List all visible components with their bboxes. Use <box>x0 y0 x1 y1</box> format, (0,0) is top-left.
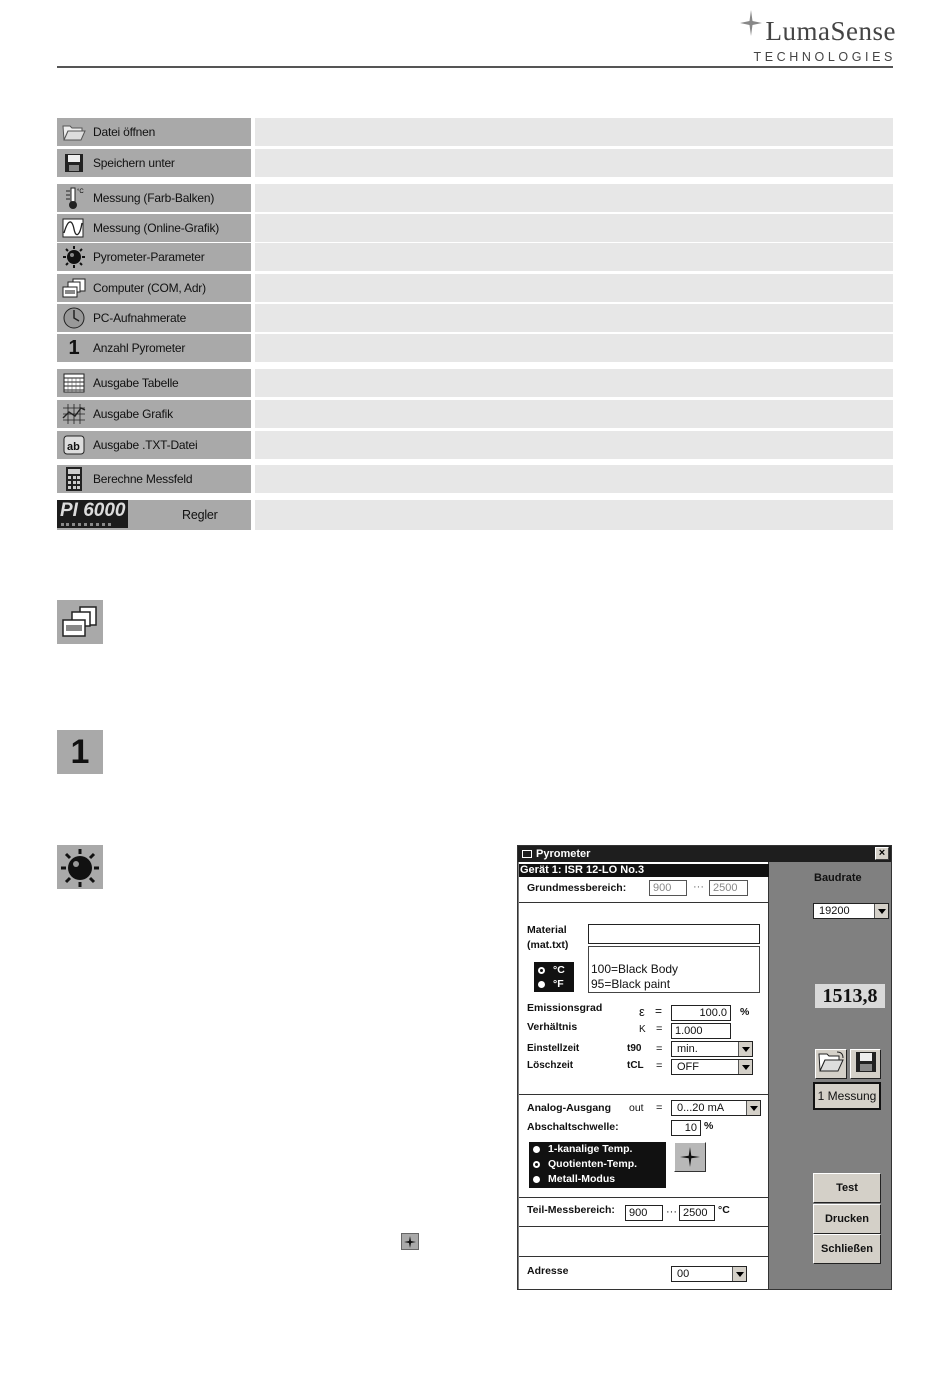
menu-label: Messung (Farb-Balken) <box>93 191 215 205</box>
chevron-down-icon[interactable] <box>738 1060 752 1074</box>
einstellzeit-select[interactable]: min. <box>671 1041 753 1057</box>
header-rule <box>57 66 893 68</box>
gear-sun-icon <box>57 845 103 889</box>
menu-row-datei-oeffnen <box>57 118 893 146</box>
menu-row-speichern-unter <box>57 149 893 177</box>
loeschzeit-select[interactable]: OFF <box>671 1059 753 1075</box>
emissionsgrad-label: Emissionsgrad <box>527 1002 603 1014</box>
drucken-button[interactable]: Drucken <box>813 1204 881 1234</box>
logo-brand-sub: TECHNOLOGIES <box>753 50 896 64</box>
loesch-equals: = <box>656 1060 663 1072</box>
analog-ausgang-label: Analog-Ausgang <box>527 1102 611 1114</box>
logo-star-icon <box>740 10 762 36</box>
grund-to-field[interactable]: 2500 <box>709 880 748 896</box>
schliessen-button[interactable]: Schließen <box>813 1234 881 1264</box>
clock-icon <box>59 305 89 331</box>
menu-label: Regler <box>182 508 218 522</box>
floppy-disk-icon <box>854 1050 878 1074</box>
unit-radio-group <box>534 962 574 992</box>
menu-label: Datei öffnen <box>93 125 156 139</box>
menu-row-ausgabe-txt-datei <box>57 431 893 459</box>
menu-row-regler <box>57 500 893 530</box>
line-graph-icon <box>59 215 89 241</box>
svg-text:°C: °C <box>77 189 84 195</box>
material-list-item[interactable]: 100=Black Body <box>591 962 679 976</box>
emissionsgrad-field[interactable]: 100.0 <box>671 1005 731 1021</box>
chevron-down-icon[interactable] <box>746 1101 760 1115</box>
lumasense-logo <box>740 10 900 64</box>
menu-row-anzahl-pyrometer <box>57 334 893 362</box>
menu-label: Computer (COM, Adr) <box>93 281 206 295</box>
teil-from-field[interactable]: 900 <box>625 1205 663 1221</box>
chevron-down-icon[interactable] <box>874 904 888 918</box>
loeschzeit-label: Löschzeit <box>527 1060 574 1071</box>
emis-equals: = <box>655 1004 663 1018</box>
menu-label: Messung (Online-Grafik) <box>93 221 220 235</box>
computer-icon <box>57 600 103 644</box>
gear-sun-icon <box>59 244 89 270</box>
menu-label: PC-Aufnahmerate <box>93 311 187 325</box>
device-label: Gerät 1: ISR 12-LO No.3 <box>519 864 769 877</box>
material-list-item[interactable]: 95=Black paint <box>591 977 671 991</box>
mode-radio-group <box>529 1142 666 1188</box>
out-symbol: out <box>629 1102 644 1114</box>
temperature-reading: 1513,8 <box>815 984 885 1008</box>
tcl-symbol: tCL <box>627 1060 644 1071</box>
teil-dots: ··· <box>666 1206 677 1218</box>
star-button[interactable] <box>674 1142 706 1172</box>
star-icon <box>401 1233 419 1250</box>
svg-text:ab: ab <box>67 441 80 453</box>
menu-row-messung-farb-balken <box>57 184 893 212</box>
material-label: Material <box>527 924 567 936</box>
chevron-down-icon[interactable] <box>732 1267 746 1281</box>
number-one-icon: 1 <box>57 730 103 774</box>
logo-brand-name: LumaSense <box>765 16 896 46</box>
menu-label: Ausgabe Tabelle <box>93 376 179 390</box>
messung-button[interactable]: 1 Messung <box>813 1082 881 1110</box>
grund-dots: ··· <box>693 881 704 893</box>
open-file-button[interactable] <box>815 1049 847 1079</box>
dialog-title: Pyrometer <box>536 848 591 860</box>
teil-messbereich-label: Teil-Messbereich: <box>527 1204 615 1216</box>
analog-equals: = <box>656 1102 663 1114</box>
menu-label: Pyrometer-Parameter <box>93 250 205 264</box>
menu-label: Ausgabe .TXT-Datei <box>93 438 198 452</box>
test-button[interactable]: Test <box>813 1173 881 1203</box>
menu-row-pyrometer-parameter <box>57 243 893 271</box>
abschaltschwelle-field[interactable]: 10 <box>671 1120 701 1136</box>
menu-label: Speichern unter <box>93 156 175 170</box>
grund-from-field[interactable]: 900 <box>649 880 687 896</box>
material-file-label: (mat.txt) <box>527 939 569 951</box>
menu-row-computer <box>57 274 893 302</box>
emis-unit: % <box>740 1006 750 1018</box>
close-button[interactable]: × <box>875 847 889 860</box>
abschaltschwelle-label: Abschaltschwelle: <box>527 1121 619 1133</box>
table-icon <box>59 370 89 396</box>
dialog-titlebar <box>518 846 891 862</box>
material-list[interactable] <box>588 946 760 993</box>
material-input[interactable] <box>588 924 760 944</box>
t90-symbol: t90 <box>627 1043 642 1054</box>
mode-radio-1-kanalig[interactable]: 1-kanalige Temp. <box>533 1143 632 1155</box>
menu-label: Berechne Messfeld <box>93 472 193 486</box>
number-one-icon: 1 <box>68 336 80 359</box>
menu-label: Anzahl Pyrometer <box>93 341 186 355</box>
thermometer-icon <box>59 185 89 211</box>
k-symbol: K <box>639 1024 646 1035</box>
chevron-down-icon[interactable] <box>738 1042 752 1056</box>
computer-icon <box>59 275 89 301</box>
epsilon-symbol: ε <box>639 1004 645 1019</box>
einst-equals: = <box>656 1043 663 1055</box>
baudrate-label: Baudrate <box>814 872 862 884</box>
grid-graph-icon <box>59 401 89 427</box>
menu-row-ausgabe-tabelle <box>57 369 893 397</box>
folder-open-icon <box>59 119 89 145</box>
analog-ausgang-select[interactable]: 0...20 mA <box>671 1100 761 1116</box>
grund-label: Grundmessbereich: <box>527 882 627 894</box>
menu-row-messung-online-grafik <box>57 214 893 242</box>
verhaeltnis-field[interactable]: 1.000 <box>671 1023 731 1039</box>
window-icon <box>522 850 532 858</box>
pyrometer-dialog <box>517 845 892 1290</box>
floppy-disk-icon <box>59 150 89 176</box>
menu-row-ausgabe-grafik <box>57 400 893 428</box>
baudrate-select[interactable]: 19200 <box>813 903 889 919</box>
settings-panel <box>519 862 769 1289</box>
calculator-icon <box>59 466 89 492</box>
adresse-label: Adresse <box>527 1265 569 1277</box>
star-icon <box>680 1147 700 1167</box>
einstellzeit-label: Einstellzeit <box>527 1043 580 1054</box>
mode-radio-quotient[interactable]: Quotienten-Temp. <box>533 1158 637 1170</box>
text-file-icon <box>59 432 89 458</box>
abschalt-unit: % <box>704 1120 714 1132</box>
save-button[interactable] <box>850 1049 881 1079</box>
teil-unit: °C <box>718 1204 730 1216</box>
pi6000-badge: PI 6000 <box>57 500 128 528</box>
menu-row-pc-aufnahmerate <box>57 304 893 332</box>
unit-radio-c[interactable]: °C <box>538 964 565 976</box>
verh-equals: = <box>656 1023 663 1035</box>
adresse-select[interactable]: 00 <box>671 1266 747 1282</box>
menu-row-berechne-messfeld <box>57 465 893 493</box>
menu-label: Ausgabe Grafik <box>93 407 173 421</box>
teil-to-field[interactable]: 2500 <box>679 1205 715 1221</box>
mode-radio-metall[interactable]: Metall-Modus <box>533 1173 615 1185</box>
verhaeltnis-label: Verhältnis <box>527 1021 578 1033</box>
folder-open-icon <box>817 1050 845 1074</box>
unit-radio-f[interactable]: °F <box>538 978 564 990</box>
